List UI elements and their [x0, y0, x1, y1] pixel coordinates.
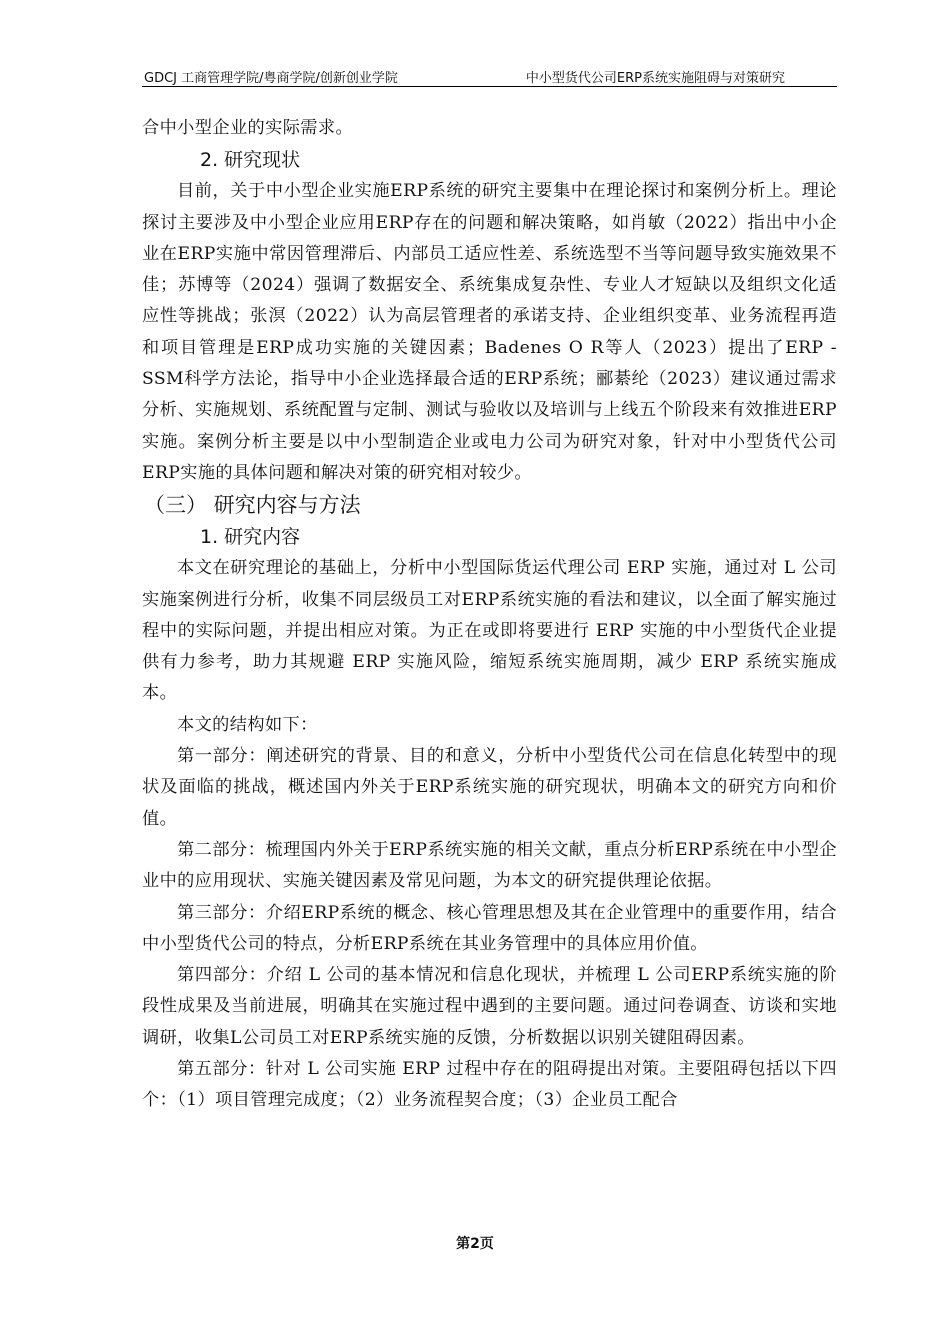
- heading-research-content: 1. 研究内容: [200, 526, 301, 549]
- header-left-text: GDCJ 工商管理学院/粤商学院/创新创业学院: [144, 71, 398, 86]
- page-number: 第2页: [456, 1236, 494, 1252]
- paragraph-part-four: 第四部分：介绍 L 公司的基本情况和信息化现状，并梳理 L 公司ERP系统实施的阶段性成果及当前进展，明确其在实施过程中遇到的主要问题。通过问卷调查、访谈和实地调研，收集L公司员工对ERP系统实施的反馈，分析数据以识别关键阻碍因素。: [142, 965, 837, 1048]
- paragraph-part-two: 第二部分：梳理国内外关于ERP系统实施的相关文献，重点分析ERP系统在中小型企业中的应用现状、实施关键因素及常见问题，为本文的研究提供理论依据。: [142, 839, 837, 892]
- page-header: [142, 64, 837, 87]
- paragraph-continuation: 合中小型企业的实际需求。: [142, 118, 354, 138]
- page-content: [142, 113, 837, 1117]
- paragraph-part-three: 第三部分：介绍ERP系统的概念、核心管理思想及其在企业管理中的重要作用，结合中小型货代公司的特点，分析ERP系统在其业务管理中的具体应用价值。: [142, 902, 837, 954]
- paragraph-research-content: 本文在研究理论的基础上，分析中小型国际货运代理公司 ERP 实施，通过对 L 公司实施案例进行分析，收集不同层级员工对ERP系统实施的看法和建议，以全面了解实施过程中的实际问题，并提出相应对策。为正在或即将要进行 ERP 实施的中小型货代企业提供有力参考，助力其规避 ERP 实施风险，缩短系统实施周期，减少 ERP 系统实施成本。: [142, 558, 837, 704]
- paragraph-structure-intro: 本文的结构如下：: [177, 714, 318, 735]
- paragraph-part-five: 第五部分：针对 L 公司实施 ERP 过程中存在的阻碍提出对策。主要阻碍包括以下四个：（1）项目管理完成度；（2）业务流程契合度；（3）企业员工配合: [142, 1059, 837, 1111]
- header-right-text: 中小型货代公司ERP系统实施阻碍与对策研究: [525, 71, 785, 86]
- paragraph-research-status: 目前，关于中小型企业实施ERP系统的研究主要集中在理论探讨和案例分析上。理论探讨主要涉及中小型企业应用ERP存在的问题和解决策略，如肖敏（2022）指出中小企业在ERP实施中常因管理滞后、内部员工适应性差、系统选型不当等问题导致实施效果不佳；苏博等（2024）强调了数据安全、系统集成复杂性、专业人才短缺以及组织文化适应性等挑战；张溟（2022）认为高层管理者的承诺支持、企业组织变革、业务流程再造和项目管理是ERP成功实施的关键因素；Badenes O R等人（2023）提出了ERP - SSM科学方法论，指导中小企业选择最合适的ERP系统；郦綦纶（2023）建议通过需求分析、实施规划、系统配置与定制、测试与验收以及培训与上线五个阶段来有效推进ERP实施。案例分析主要是以中小型制造企业或电力公司为研究对象，针对中小型货代公司ERP实施的具体问题和解决对策的研究相对较少。: [142, 181, 837, 483]
- paragraph-part-one: 第一部分：阐述研究的背景、目的和意义，分析中小型货代公司在信息化转型中的现状及面临的挑战，概述国内外关于ERP系统实施的研究现状，明确本文的研究方向和价值。: [142, 746, 837, 829]
- heading-section-three: （三） 研究内容与方法: [144, 493, 361, 518]
- heading-research-status: 2. 研究现状: [200, 149, 301, 172]
